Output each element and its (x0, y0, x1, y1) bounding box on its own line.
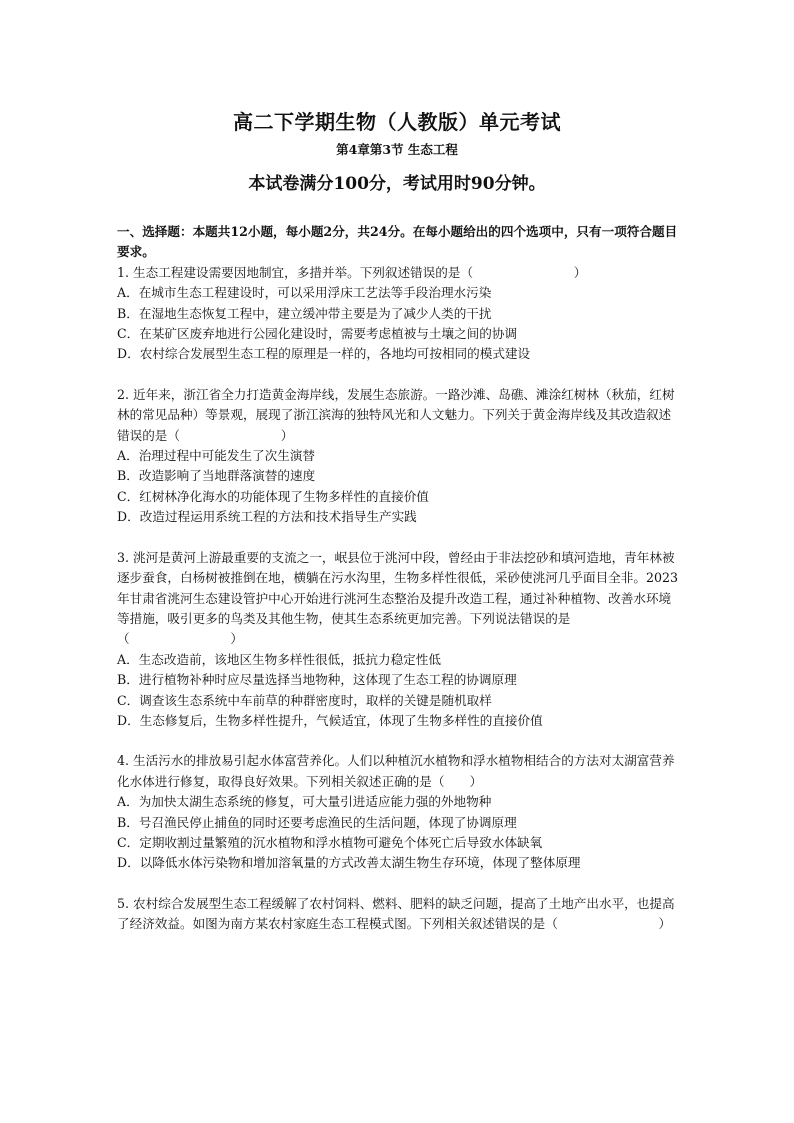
option-c: C．定期收割过量繁殖的沉水植物和浮水植物可避免个体死亡后导致水体缺氧 (117, 834, 543, 850)
option-c: C．在某矿区废弃地进行公园化建设时，需要考虑植被与土壤之间的协调 (117, 326, 518, 342)
exam-content (117, 222, 683, 935)
section-heading: 一、选择题：本题共12小题，每小题2分，共24分。在每小题给出的四个选项中，只有一项符合题目要求。 (117, 224, 678, 260)
question-5 (117, 894, 683, 935)
option-a: A．治理过程中可能发生了次生演替 (117, 448, 316, 464)
question-stem: 1. 生态工程建设需要因地制宜，多措并举。下列叙述错误的是（ ） (117, 264, 587, 280)
option-b: B．进行植物补种时应尽量选择当地物种，这体现了生态工程的协调原理 (117, 672, 517, 688)
option-d: D．改造过程运用系统工程的方法和技术指导生产实践 (117, 509, 417, 525)
option-b: B．改造影响了当地群落演替的速度 (117, 468, 316, 484)
option-d: D．农村综合发展型生态工程的原理是一样的，各地均可按相同的模式建设 (117, 346, 531, 362)
option-d: D．生态修复后，生物多样性提升，气候适宜，体现了生物多样性的直接价值 (117, 712, 543, 728)
question-1 (117, 263, 683, 365)
question-2 (117, 385, 683, 528)
option-d: D．以降低水体污染物和增加溶氧量的方式改善太湖生物生存环境，体现了整体原理 (117, 855, 581, 871)
question-stem: 4. 生活污水的排放易引起水体富营养化。人们以种植沉水植物和浮水植物相结合的方法对太湖富营养化水体进行修复，取得良好效果。下列相关叙述正确的是（ ） (117, 753, 675, 789)
option-b: B．号召渔民停止捕鱼的同时还要考虑渔民的生活问题，体现了协调原理 (117, 814, 517, 830)
option-a: A．在城市生态工程建设时，可以采用浮床工艺法等手段治理水污染 (117, 285, 492, 301)
option-b: B．在湿地生态恢复工程中，建立缓冲带主要是为了减少人类的干扰 (117, 305, 492, 321)
chapter-subtitle: 第4章第3节 生态工程 (336, 142, 458, 157)
question-stem: 2. 近年来，浙江省全力打造黄金海岸线，发展生态旅游。一路沙滩、岛礁、滩涂红树林（秋茄，红树林的常见品种）等景观，展现了浙江滨海的独特风光和人文魅力。下列关于黄金海岸线及其改造叙述错误的是（ ） (117, 386, 675, 443)
question-stem: 5. 农村综合发展型生态工程缓解了农村饲料、燃料、肥料的缺乏问题，提高了土地产出水平，也提高了经济效益。如图为南方某农村家庭生态工程模式图。下列相关叙述错误的是（ ） (117, 895, 675, 932)
option-a: A．生态改造前，该地区生物多样性很低，抵抗力稳定性低 (117, 651, 441, 667)
question-4 (117, 751, 683, 873)
option-c: C．红树林净化海水的功能体现了生物多样性的直接价值 (117, 488, 429, 504)
exam-title: 高二下学期生物（人教版）单元考试 (233, 110, 561, 134)
question-stem: 3. 洮河是黄河上游最重要的支流之一，岷县位于洮河中段，曾经由于非法挖砂和填河造地，青年林被逐步蚕食，白杨树被推倒在地，横躺在污水沟里，生物多样性很低，采砂使洮河几乎面目全非。2023年甘肃省洮河生态建设管护中心开始进行洮河生态整治及提升改造工程，通过补种植物、改善水环境等措施，吸引更多的鸟类及其他生物，使其生态系统更加完善。下列说法错误的是（ ） (117, 549, 678, 647)
question-3 (117, 548, 683, 732)
option-c: C．调查该生态系统中车前草的种群密度时，取样的关键是随机取样 (117, 692, 492, 708)
score-time-line: 本试卷满分100分，考试用时90分钟。 (248, 174, 546, 194)
option-a: A．为加快太湖生态系统的修复，可大量引进适应能力强的外地物种 (117, 794, 492, 810)
